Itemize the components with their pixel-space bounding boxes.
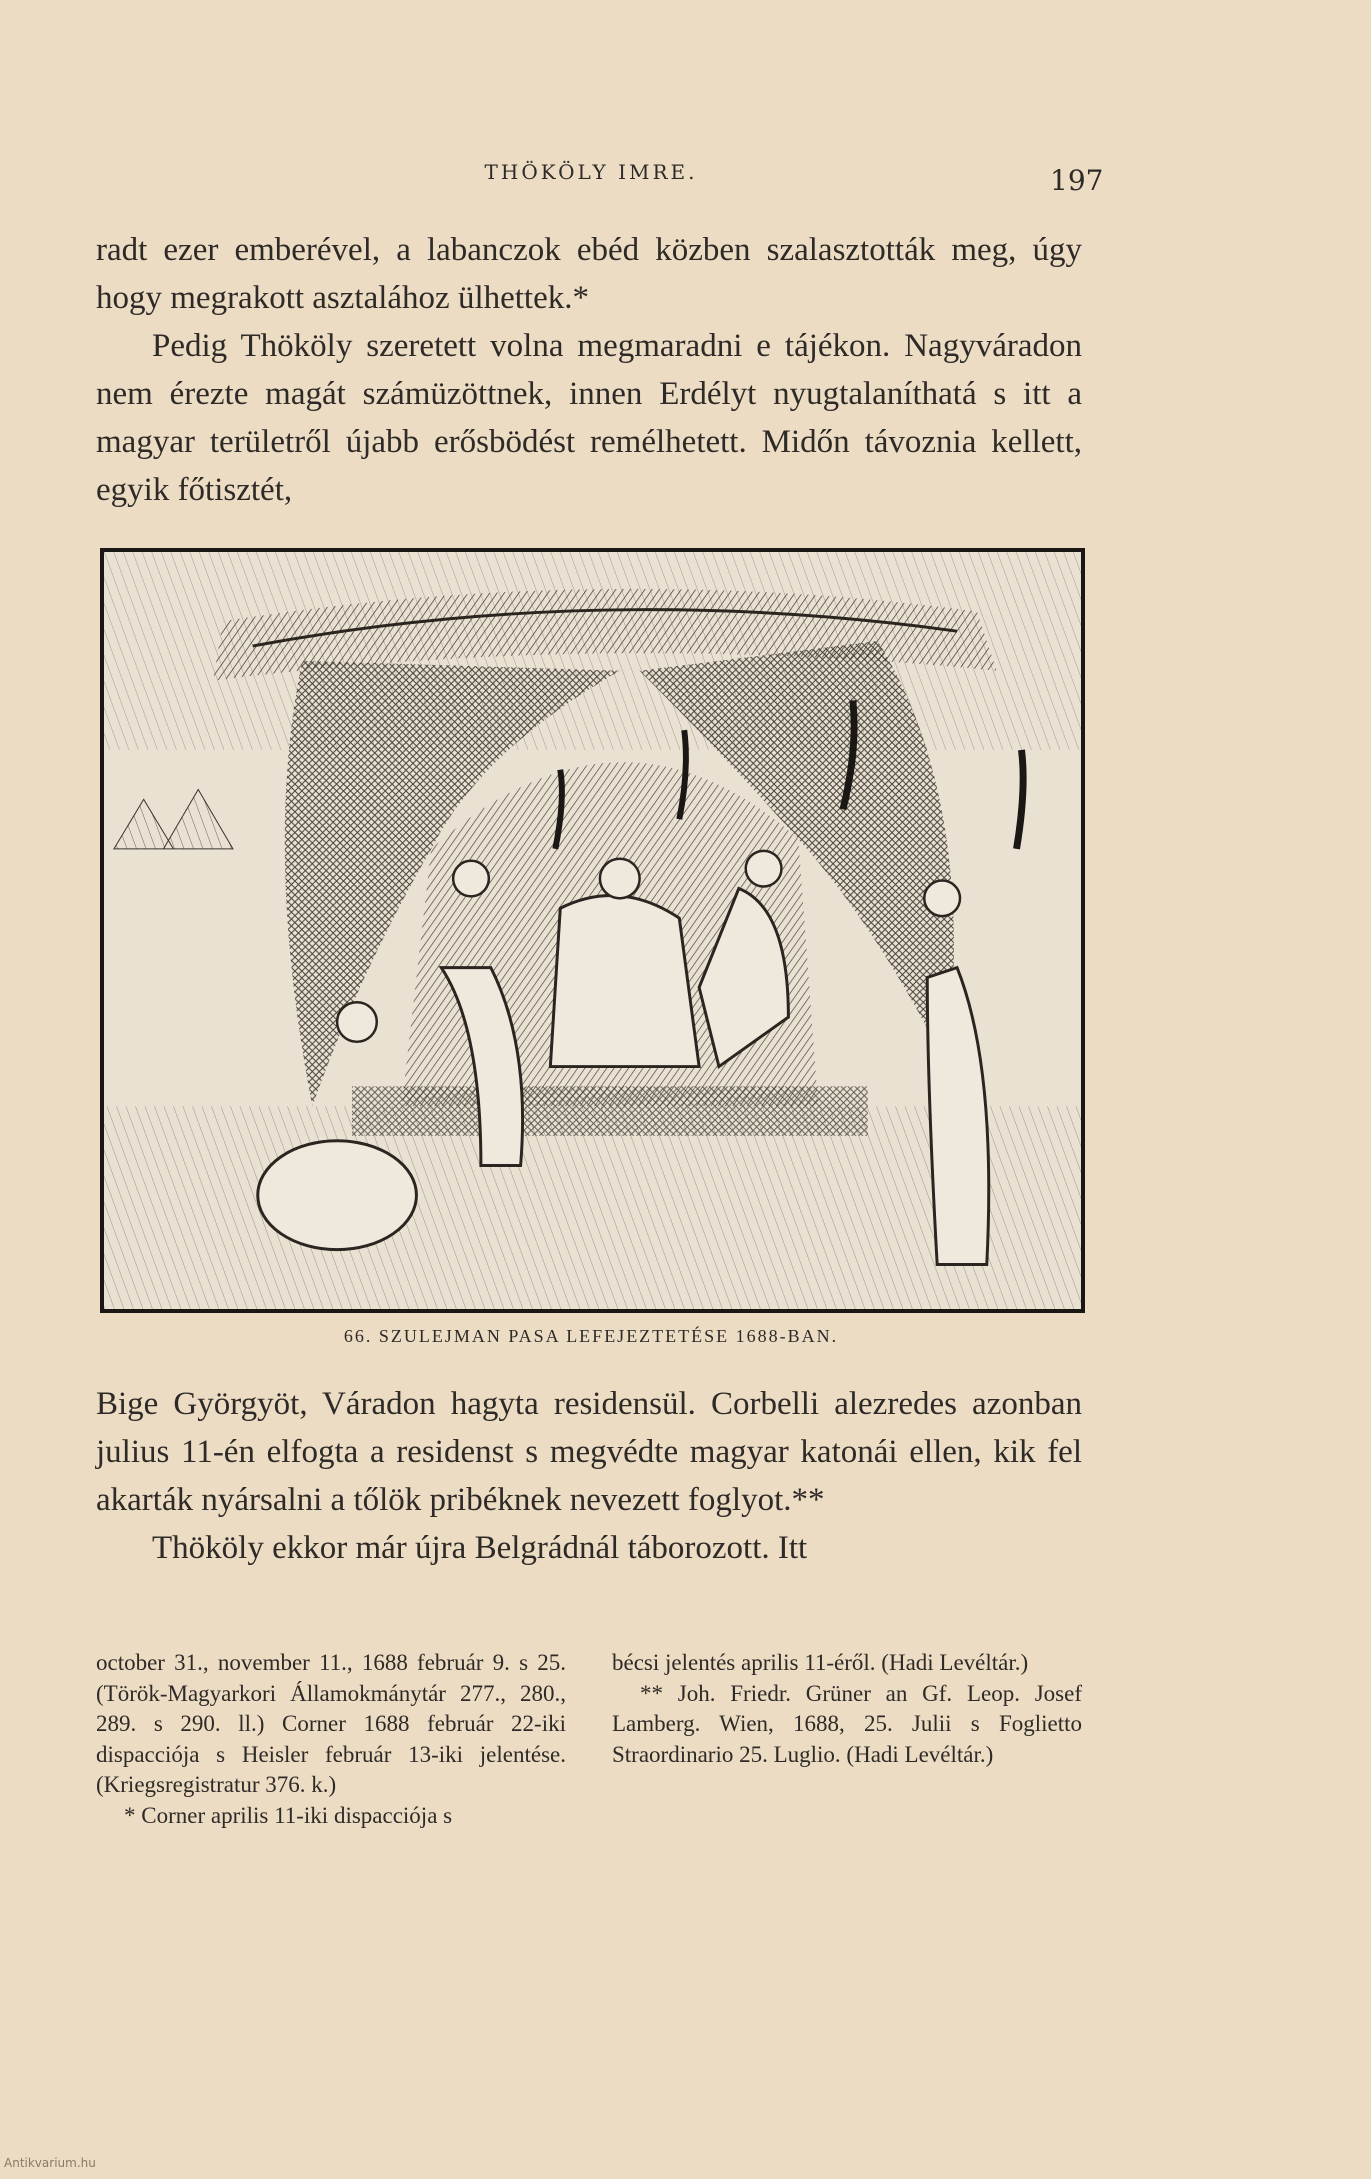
watermark: Antikvarium.hu	[4, 2156, 96, 2170]
running-head: THÖKÖLY IMRE.	[484, 160, 698, 184]
body-text-bottom	[96, 1380, 1082, 1572]
body-text-top	[96, 226, 1082, 514]
paragraph: Pedig Thököly szeretett volna megmaradni e tájékon. Nagyváradon nem érezte magát számüzöttnek, innen Erdélyt nyugtalaníthatá s itt a magyar területről újabb erősbödést remélhetett. Midőn távoznia kellett, egyik főtisztét,	[96, 328, 1082, 508]
paragraph: Bige Györgyöt, Váradon hagyta residensül. Corbelli alezredes azonban julius 11-én elfogta a residenst s megvédte magyar katonái ellen, kik fel akarták nyársalni a tőlök pribéknek nevezett foglyot.**	[96, 1386, 1082, 1518]
paragraph: radt ezer emberével, a labanczok ebéd közben szalasztották meg, úgy hogy megrakott asztalához ülhettek.*	[96, 232, 1082, 316]
footnote: october 31., november 11., 1688 február 9. s 25. (Török-Magyarkori Államokmánytár 277., 280., 289. s 290. ll.) Corner 1688 február 22-iki dispacciója s Heisler február 13-iki jelentése. (Kriegsregistratur 376. k.)	[96, 1650, 566, 1797]
footnote: * Corner aprilis 11-iki dispacciója s	[124, 1802, 453, 1828]
footnotes-right-column	[612, 1648, 1082, 1831]
footnote: bécsi jelentés aprilis 11-éről. (Hadi Levéltár.)	[612, 1650, 1029, 1675]
footnote: ** Joh. Friedr. Grüner an Gf. Leop. Josef Lamberg. Wien, 1688, 25. Julii s Foglietto Straordinario 25. Luglio. (Hadi Levéltár.)	[612, 1680, 1082, 1767]
footnotes-left-column	[96, 1648, 566, 1831]
footnotes	[96, 1648, 1082, 1831]
engraving-illustration	[100, 548, 1085, 1313]
engraving-image	[104, 552, 1081, 1309]
paragraph: Thököly ekkor már újra Belgrádnál táborozott. Itt	[152, 1530, 808, 1566]
figure-caption: 66. SZULEJMAN PASA LEFEJEZTETÉSE 1688-BAN.	[343, 1326, 839, 1346]
page-number: 197	[1050, 164, 1104, 197]
